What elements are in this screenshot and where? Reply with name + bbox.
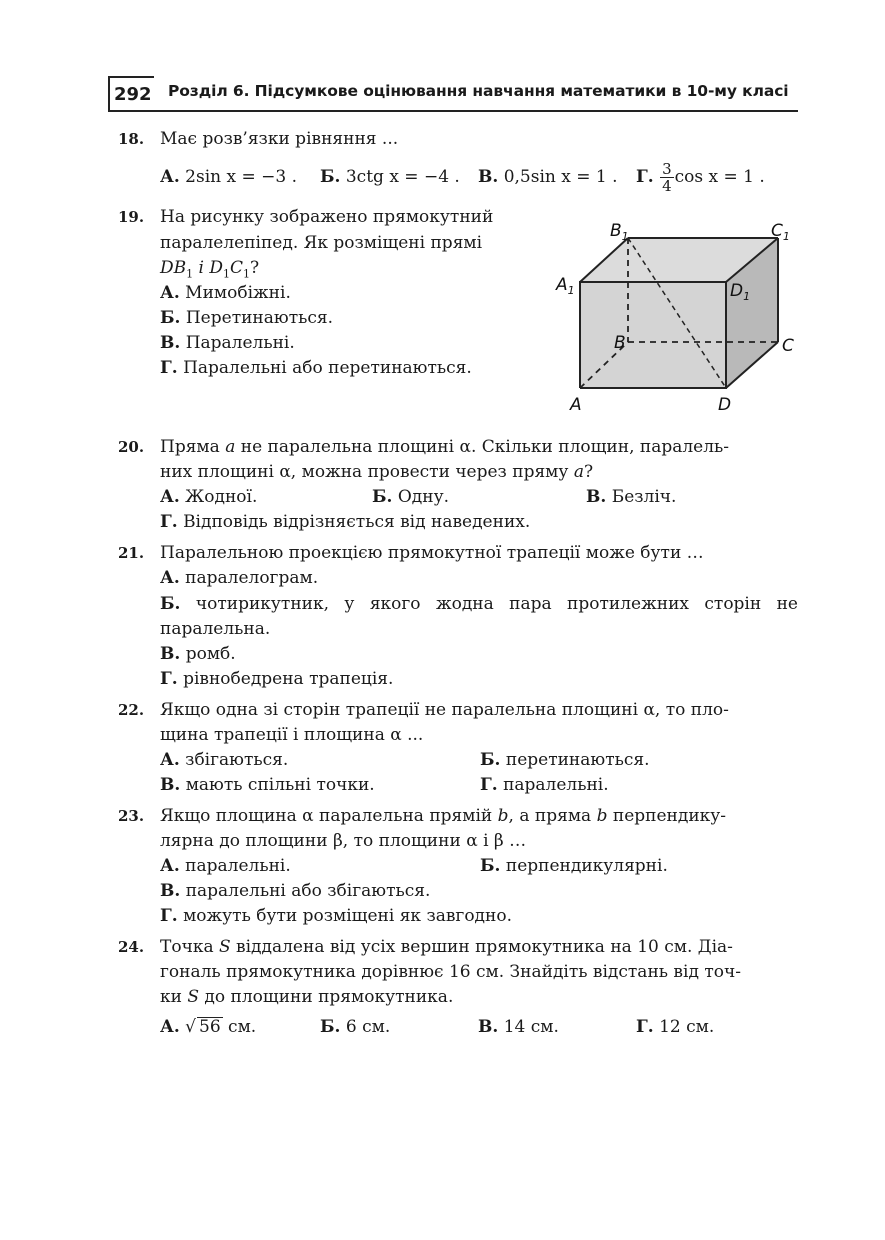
label-b: B <box>614 333 626 353</box>
question-number: 23. <box>118 807 145 825</box>
option-a: А. збігаються. <box>160 750 289 770</box>
option-g: Г. 12 см. <box>636 1017 715 1037</box>
question-number: 19. <box>118 208 145 226</box>
question-text-line: гональ прямокутника дорівнює 16 см. Знайдіть відстань від точ- <box>160 962 741 982</box>
question-text-line: паралелепіпед. Як розміщені прямі <box>160 233 483 253</box>
option-g: Г. Відповідь відрізняється від наведених. <box>160 512 531 532</box>
question-text-line: $DB_1$ і $D_1C_1$? <box>160 258 260 281</box>
header-rule <box>108 110 798 112</box>
option-v: В. 14 см. <box>478 1017 559 1037</box>
label-a: A <box>570 395 582 415</box>
option-b: Б. Перетинаються. <box>160 308 333 328</box>
label-a1: $A_1$ <box>556 275 575 297</box>
option-b: Б. чотирикутник, у якого жодна пара протилежних сторін не <box>160 594 798 614</box>
front-face <box>580 282 726 388</box>
option-a: А. паралелограм. <box>160 568 319 588</box>
fraction: $\frac{3}{4}$ <box>662 160 672 195</box>
question-text-line: ки S до площини прямокутника. <box>160 987 454 1007</box>
option-a: А. Жодної. <box>160 487 258 507</box>
sqrt-symbol: √ <box>185 1017 197 1037</box>
question-text-line: лярна до площини β, то площини α і β … <box>160 831 527 851</box>
question-number: 24. <box>118 938 145 956</box>
label-b1: $B_1$ <box>610 221 629 243</box>
option-b: Б. перетинаються. <box>480 750 650 770</box>
option-v: В. Безліч. <box>586 487 677 507</box>
question-number: 18. <box>118 130 145 148</box>
option-v: В. паралельні або збігаються. <box>160 881 431 901</box>
option-v: В. Паралельні. <box>160 333 295 353</box>
question-text: Має розв’язки рівняння ... <box>160 129 399 149</box>
label-d: D <box>718 395 732 415</box>
chapter-title: Розділ 6. Підсумкове оцінювання навчання математики в 10-му класі <box>168 82 789 100</box>
question-text-line: Якщо одна зі сторін трапеції не паралельна площині α, то пло- <box>160 700 729 720</box>
question-text-line: щина трапеції і площина α ... <box>160 725 424 745</box>
option-b: Б. 6 см. <box>320 1017 391 1037</box>
page-number: 292 <box>108 76 154 110</box>
option-b: Б. 3ctg x = −4 . <box>320 167 460 187</box>
label-c1: $C_1$ <box>771 221 790 243</box>
question-text-line: На рисунку зображено прямокутний <box>160 207 494 227</box>
question-text-line: Точка S віддалена від усіх вершин прямокутника на 10 см. Діа- <box>160 937 733 957</box>
option-a: А. √ 56 см. <box>160 1017 257 1037</box>
option-g: Г. можуть бути розміщені як завгодно. <box>160 906 512 926</box>
label-c: C <box>782 336 794 356</box>
option-g: Г. Паралельні або перетинаються. <box>160 358 472 378</box>
option-g: Г. рівнобедрена трапеція. <box>160 669 394 689</box>
option-v: В. мають спільні точки. <box>160 775 375 795</box>
option-a: А. 2sin x = −3 . <box>160 167 298 187</box>
option-a: А. Мимобіжні. <box>160 283 291 303</box>
parallelepiped-figure <box>548 214 808 419</box>
option-b-continued: паралельна. <box>160 619 271 639</box>
option-b: Б. перпендикулярні. <box>480 856 668 876</box>
option-b: Б. Одну. <box>372 487 450 507</box>
question-text: Паралельною проекцією прямокутної трапеції може бути … <box>160 543 704 563</box>
question-text-line: Якщо площина α паралельна прямій b, а пряма b перпендику- <box>160 806 727 826</box>
option-g: Г. $\frac{3}{4}$ cos x = 1 . <box>636 160 765 195</box>
option-a: А. паралельні. <box>160 856 291 876</box>
option-v: В. 0,5sin x = 1 . <box>478 167 618 187</box>
option-v: В. ромб. <box>160 644 236 664</box>
question-number: 21. <box>118 544 145 562</box>
label-d1: $D_1$ <box>730 281 751 303</box>
question-text-line: Пряма a не паралельна площині α. Скільки площин, паралель- <box>160 437 730 457</box>
question-number: 22. <box>118 701 145 719</box>
question-number: 20. <box>118 438 145 456</box>
page-header <box>108 76 798 112</box>
question-text-line: них площині α, можна провести через пряму a? <box>160 462 594 482</box>
option-g: Г. паралельні. <box>480 775 609 795</box>
